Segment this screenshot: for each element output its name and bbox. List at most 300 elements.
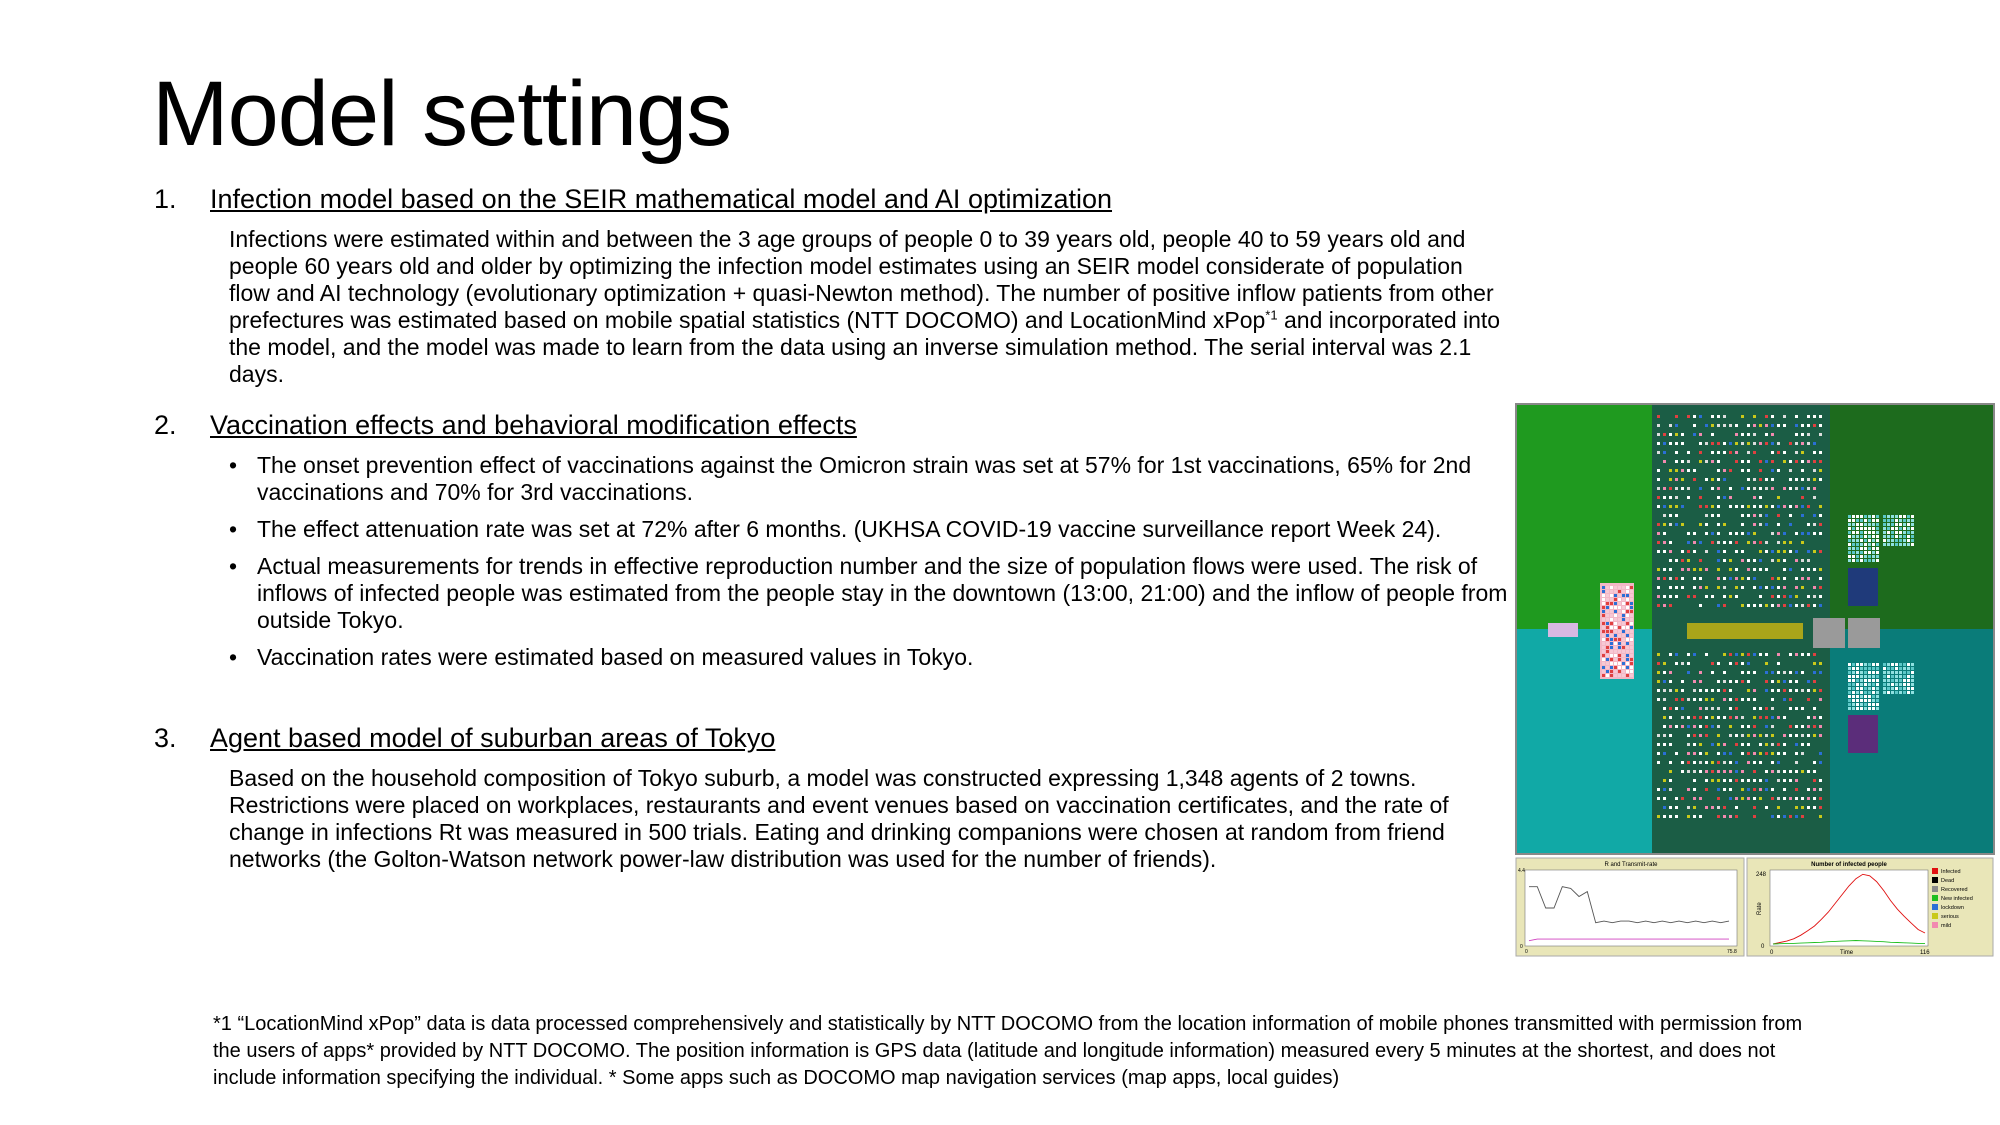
agent-dot xyxy=(1753,487,1756,490)
agent-dot xyxy=(1693,577,1696,580)
agent-dot xyxy=(1759,779,1762,782)
agent-dot xyxy=(1657,433,1660,436)
block-dot xyxy=(1907,663,1910,666)
block-dot xyxy=(1911,675,1914,678)
agent-dot xyxy=(1711,725,1714,728)
agent-dot xyxy=(1759,460,1762,463)
agent-dot xyxy=(1813,523,1816,526)
agent-dot xyxy=(1795,478,1798,481)
block-dot xyxy=(1606,650,1609,653)
agent-dot xyxy=(1807,743,1810,746)
block-dot xyxy=(1610,654,1613,657)
agent-dot xyxy=(1777,586,1780,589)
block-dot xyxy=(1852,695,1855,698)
agent-dot xyxy=(1819,424,1822,427)
agent-dot xyxy=(1699,698,1702,701)
agent-dot xyxy=(1813,478,1816,481)
agent-dot xyxy=(1663,595,1666,598)
block-dot xyxy=(1856,683,1859,686)
legend-label: Infected xyxy=(1941,869,1961,875)
agent-dot xyxy=(1687,541,1690,544)
agent-dot xyxy=(1687,743,1690,746)
agent-dot xyxy=(1783,550,1786,553)
agent-dot xyxy=(1705,523,1708,526)
agent-dot xyxy=(1813,550,1816,553)
agent-dot xyxy=(1675,424,1678,427)
agent-dot xyxy=(1753,716,1756,719)
agent-dot xyxy=(1801,806,1804,809)
agent-dot xyxy=(1753,514,1756,517)
block-dot xyxy=(1876,539,1879,542)
agent-dot xyxy=(1747,653,1750,656)
block-dot xyxy=(1856,699,1859,702)
agent-dot xyxy=(1783,415,1786,418)
agent-dot xyxy=(1735,451,1738,454)
block-dot xyxy=(1848,695,1851,698)
block-dot xyxy=(1911,667,1914,670)
agent-dot xyxy=(1765,752,1768,755)
agent-dot xyxy=(1681,487,1684,490)
block-dot xyxy=(1610,622,1613,625)
agent-dot xyxy=(1813,442,1816,445)
agent-dot xyxy=(1693,433,1696,436)
agent-dot xyxy=(1687,761,1690,764)
block-dot xyxy=(1899,519,1902,522)
agent-dot xyxy=(1819,478,1822,481)
block-dot xyxy=(1626,662,1629,665)
block-dot xyxy=(1622,642,1625,645)
agent-dot xyxy=(1783,752,1786,755)
agent-dot xyxy=(1765,716,1768,719)
agent-dot xyxy=(1801,451,1804,454)
agent-dot xyxy=(1735,568,1738,571)
agent-dot xyxy=(1777,806,1780,809)
block-dot xyxy=(1895,667,1898,670)
block-dot xyxy=(1876,523,1879,526)
block-dot xyxy=(1872,559,1875,562)
agent-dot xyxy=(1783,424,1786,427)
agent-dot xyxy=(1723,496,1726,499)
agent-dot xyxy=(1735,743,1738,746)
block-dot xyxy=(1899,675,1902,678)
agent-dot xyxy=(1717,788,1720,791)
agent-dot xyxy=(1771,815,1774,818)
block-dot xyxy=(1899,679,1902,682)
agent-dot xyxy=(1813,514,1816,517)
block-dot xyxy=(1868,555,1871,558)
block-dot xyxy=(1602,590,1605,593)
agent-dot xyxy=(1693,568,1696,571)
block-dot xyxy=(1618,646,1621,649)
agent-dot xyxy=(1729,689,1732,692)
block-dot xyxy=(1899,543,1902,546)
agent-dot xyxy=(1789,671,1792,674)
agent-dot xyxy=(1783,568,1786,571)
block-dot xyxy=(1622,658,1625,661)
legend-swatch xyxy=(1932,913,1938,919)
agent-dot xyxy=(1687,662,1690,665)
agent-dot xyxy=(1741,460,1744,463)
agent-dot xyxy=(1741,514,1744,517)
block-dot xyxy=(1602,626,1605,629)
block-dot xyxy=(1852,531,1855,534)
block-dot xyxy=(1864,543,1867,546)
section-3-number: 3. xyxy=(154,723,177,753)
block-dot xyxy=(1872,527,1875,530)
agent-dot xyxy=(1657,568,1660,571)
agent-dot xyxy=(1693,716,1696,719)
agent-dot xyxy=(1777,770,1780,773)
block-dot xyxy=(1899,671,1902,674)
agent-dot xyxy=(1783,451,1786,454)
agent-dot xyxy=(1717,743,1720,746)
agent-dot xyxy=(1723,671,1726,674)
block-dot xyxy=(1626,658,1629,661)
agent-dot xyxy=(1807,680,1810,683)
bullet-dot: • xyxy=(229,553,238,579)
agent-dot xyxy=(1813,595,1816,598)
agent-dot xyxy=(1759,604,1762,607)
block-dot xyxy=(1883,691,1886,694)
agent-dot xyxy=(1663,788,1666,791)
block-dot xyxy=(1852,555,1855,558)
agent-dot xyxy=(1735,577,1738,580)
agent-dot xyxy=(1669,725,1672,728)
block-dot xyxy=(1868,515,1871,518)
block-dot xyxy=(1622,610,1625,613)
block-dot xyxy=(1610,674,1613,677)
agent-dot xyxy=(1765,662,1768,665)
block-dot xyxy=(1883,539,1886,542)
block-dot xyxy=(1876,679,1879,682)
agent-dot xyxy=(1735,541,1738,544)
block-dot xyxy=(1852,687,1855,690)
agent-dot xyxy=(1759,788,1762,791)
block-dot xyxy=(1887,667,1890,670)
agent-dot xyxy=(1687,451,1690,454)
agent-dot xyxy=(1693,761,1696,764)
block-dot xyxy=(1872,695,1875,698)
block-dot xyxy=(1895,683,1898,686)
agent-dot xyxy=(1693,541,1696,544)
agent-dot xyxy=(1783,779,1786,782)
block-dot xyxy=(1626,586,1629,589)
block-dot xyxy=(1860,559,1863,562)
block-dot xyxy=(1614,594,1617,597)
block-dot xyxy=(1864,519,1867,522)
agent-dot xyxy=(1789,779,1792,782)
agent-dot xyxy=(1723,743,1726,746)
block-dot xyxy=(1891,539,1894,542)
agent-dot xyxy=(1663,698,1666,701)
block-dot xyxy=(1872,515,1875,518)
bullet-dot: • xyxy=(229,516,238,542)
agent-dot xyxy=(1777,743,1780,746)
bullet-text: The onset prevention effect of vaccinations against the Omicron strain was set at 57% for 1st vaccinations, 65% for 2nd vaccinations and 70% for 3rd vaccinations. xyxy=(257,452,1472,505)
block-dot xyxy=(1883,663,1886,666)
agent-dot xyxy=(1765,415,1768,418)
block-dot xyxy=(1610,602,1613,605)
agent-dot xyxy=(1759,586,1762,589)
block-dot xyxy=(1876,543,1879,546)
agent-dot xyxy=(1669,514,1672,517)
simulation-screenshot xyxy=(1515,403,1995,958)
block-dot xyxy=(1907,687,1910,690)
block-dot xyxy=(1606,662,1609,665)
agent-dot xyxy=(1753,725,1756,728)
block-dot xyxy=(1864,539,1867,542)
agent-dot xyxy=(1681,716,1684,719)
bullet-item xyxy=(229,644,1519,671)
block-dot xyxy=(1911,679,1914,682)
agent-dot xyxy=(1735,505,1738,508)
agent-dot xyxy=(1741,734,1744,737)
agent-dot xyxy=(1819,716,1822,719)
block-dot xyxy=(1876,547,1879,550)
agent-dot xyxy=(1813,788,1816,791)
agent-dot xyxy=(1789,734,1792,737)
block-dot xyxy=(1848,667,1851,670)
agent-dot xyxy=(1723,770,1726,773)
agent-dot xyxy=(1753,523,1756,526)
agent-dot xyxy=(1723,604,1726,607)
block-dot xyxy=(1872,663,1875,666)
block-dot xyxy=(1606,586,1609,589)
block-dot xyxy=(1887,663,1890,666)
agent-dot xyxy=(1741,743,1744,746)
block-dot xyxy=(1868,699,1871,702)
block-dot xyxy=(1614,666,1617,669)
block-dot xyxy=(1911,683,1914,686)
agent-dot xyxy=(1681,662,1684,665)
block-dot xyxy=(1876,683,1879,686)
block-dot xyxy=(1868,519,1871,522)
agent-dot xyxy=(1801,604,1804,607)
agent-dot xyxy=(1765,568,1768,571)
block-dot xyxy=(1614,634,1617,637)
block-dot xyxy=(1903,531,1906,534)
agent-dot xyxy=(1705,698,1708,701)
agent-dot xyxy=(1801,514,1804,517)
agent-dot xyxy=(1747,433,1750,436)
agent-dot xyxy=(1717,568,1720,571)
block-dot xyxy=(1903,539,1906,542)
block-dot xyxy=(1856,551,1859,554)
block-dot xyxy=(1907,691,1910,694)
legend-label: Dead xyxy=(1941,878,1955,884)
agent-dot xyxy=(1801,442,1804,445)
agent-dot xyxy=(1669,469,1672,472)
block-dot xyxy=(1622,634,1625,637)
block-dot xyxy=(1852,675,1855,678)
agent-dot xyxy=(1765,743,1768,746)
agent-dot xyxy=(1657,451,1660,454)
block-dot xyxy=(1848,539,1851,542)
block-dot xyxy=(1848,535,1851,538)
agent-dot xyxy=(1687,770,1690,773)
agent-dot xyxy=(1771,577,1774,580)
block-dot xyxy=(1864,703,1867,706)
agent-dot xyxy=(1657,662,1660,665)
block-dot xyxy=(1907,683,1910,686)
agent-dot xyxy=(1705,478,1708,481)
agent-dot xyxy=(1765,788,1768,791)
agent-dot xyxy=(1687,806,1690,809)
agent-dot xyxy=(1753,815,1756,818)
block-dot xyxy=(1618,642,1621,645)
block-dot xyxy=(1907,515,1910,518)
agent-dot xyxy=(1699,433,1702,436)
agent-dot xyxy=(1663,707,1666,710)
agent-dot xyxy=(1801,577,1804,580)
agent-dot xyxy=(1813,797,1816,800)
agent-dot xyxy=(1675,725,1678,728)
agent-dot xyxy=(1807,559,1810,562)
block-dot xyxy=(1903,679,1906,682)
agent-dot xyxy=(1819,604,1822,607)
agent-dot xyxy=(1753,653,1756,656)
agent-dot xyxy=(1705,550,1708,553)
agent-dot xyxy=(1753,532,1756,535)
agent-dot xyxy=(1795,451,1798,454)
block-dot xyxy=(1618,626,1621,629)
agent-dot xyxy=(1735,761,1738,764)
agent-dot xyxy=(1819,514,1822,517)
block-dot xyxy=(1848,515,1851,518)
agent-dot xyxy=(1729,725,1732,728)
block-dot xyxy=(1903,543,1906,546)
block-dot xyxy=(1622,650,1625,653)
agent-dot xyxy=(1729,451,1732,454)
block-dot xyxy=(1887,675,1890,678)
agent-dot xyxy=(1741,532,1744,535)
bullet-item xyxy=(229,553,1519,634)
block-dot xyxy=(1876,667,1879,670)
block-dot xyxy=(1856,671,1859,674)
agent-dot xyxy=(1795,680,1798,683)
block-dot xyxy=(1610,646,1613,649)
agent-dot xyxy=(1771,761,1774,764)
agent-dot xyxy=(1663,451,1666,454)
block-dot xyxy=(1911,535,1914,538)
block-dot xyxy=(1860,543,1863,546)
agent-dot xyxy=(1735,442,1738,445)
agent-dot xyxy=(1807,577,1810,580)
block-dot xyxy=(1618,590,1621,593)
block-dot xyxy=(1602,658,1605,661)
agent-dot xyxy=(1717,487,1720,490)
block-dot xyxy=(1864,559,1867,562)
agent-dot xyxy=(1759,514,1762,517)
agent-dot xyxy=(1813,734,1816,737)
block-dot xyxy=(1911,687,1914,690)
block-dot xyxy=(1602,646,1605,649)
block-dot xyxy=(1876,703,1879,706)
agent-dot xyxy=(1807,788,1810,791)
agent-dot xyxy=(1735,707,1738,710)
agent-dot xyxy=(1681,550,1684,553)
agent-dot xyxy=(1711,707,1714,710)
agent-dot xyxy=(1699,568,1702,571)
agent-dot xyxy=(1819,725,1822,728)
block-dot xyxy=(1626,618,1629,621)
agent-dot xyxy=(1663,604,1666,607)
agent-dot xyxy=(1675,487,1678,490)
agent-dot xyxy=(1687,568,1690,571)
agent-dot xyxy=(1747,779,1750,782)
agent-dot xyxy=(1657,689,1660,692)
agent-dot xyxy=(1771,451,1774,454)
agent-dot xyxy=(1807,568,1810,571)
agent-dot xyxy=(1759,541,1762,544)
block-dot xyxy=(1610,634,1613,637)
agent-dot xyxy=(1819,469,1822,472)
agent-dot xyxy=(1699,541,1702,544)
agent-dot xyxy=(1819,797,1822,800)
block-dot xyxy=(1606,598,1609,601)
agent-dot xyxy=(1735,815,1738,818)
agent-dot xyxy=(1795,442,1798,445)
block-dot xyxy=(1602,650,1605,653)
agent-dot xyxy=(1819,671,1822,674)
block-dot xyxy=(1848,551,1851,554)
map-purple-block xyxy=(1848,715,1878,753)
agent-dot xyxy=(1705,788,1708,791)
agent-dot xyxy=(1681,478,1684,481)
agent-dot xyxy=(1777,797,1780,800)
agent-dot xyxy=(1771,671,1774,674)
block-dot xyxy=(1606,634,1609,637)
agent-dot xyxy=(1771,586,1774,589)
agent-dot xyxy=(1693,550,1696,553)
agent-dot xyxy=(1711,779,1714,782)
agent-dot xyxy=(1669,788,1672,791)
agent-dot xyxy=(1759,761,1762,764)
agent-dot xyxy=(1777,653,1780,656)
block-dot xyxy=(1903,687,1906,690)
agent-dot xyxy=(1717,577,1720,580)
block-dot xyxy=(1856,547,1859,550)
agent-dot xyxy=(1807,653,1810,656)
agent-dot xyxy=(1789,604,1792,607)
agent-dot xyxy=(1753,568,1756,571)
agent-dot xyxy=(1687,734,1690,737)
block-dot xyxy=(1864,547,1867,550)
agent-dot xyxy=(1705,734,1708,737)
bullet-item xyxy=(229,452,1519,506)
agent-dot xyxy=(1681,761,1684,764)
agent-dot xyxy=(1735,424,1738,427)
agent-dot xyxy=(1795,415,1798,418)
agent-dot xyxy=(1681,725,1684,728)
block-dot xyxy=(1911,519,1914,522)
agent-dot xyxy=(1657,505,1660,508)
agent-dot xyxy=(1777,752,1780,755)
block-dot xyxy=(1868,663,1871,666)
agent-dot xyxy=(1693,532,1696,535)
agent-dot xyxy=(1669,761,1672,764)
agent-dot xyxy=(1693,797,1696,800)
agent-dot xyxy=(1663,550,1666,553)
block-dot xyxy=(1630,590,1633,593)
block-dot xyxy=(1606,626,1609,629)
block-dot xyxy=(1856,679,1859,682)
block-dot xyxy=(1872,679,1875,682)
block-dot xyxy=(1895,519,1898,522)
agent-dot xyxy=(1723,761,1726,764)
block-dot xyxy=(1602,618,1605,621)
agent-dot xyxy=(1729,770,1732,773)
